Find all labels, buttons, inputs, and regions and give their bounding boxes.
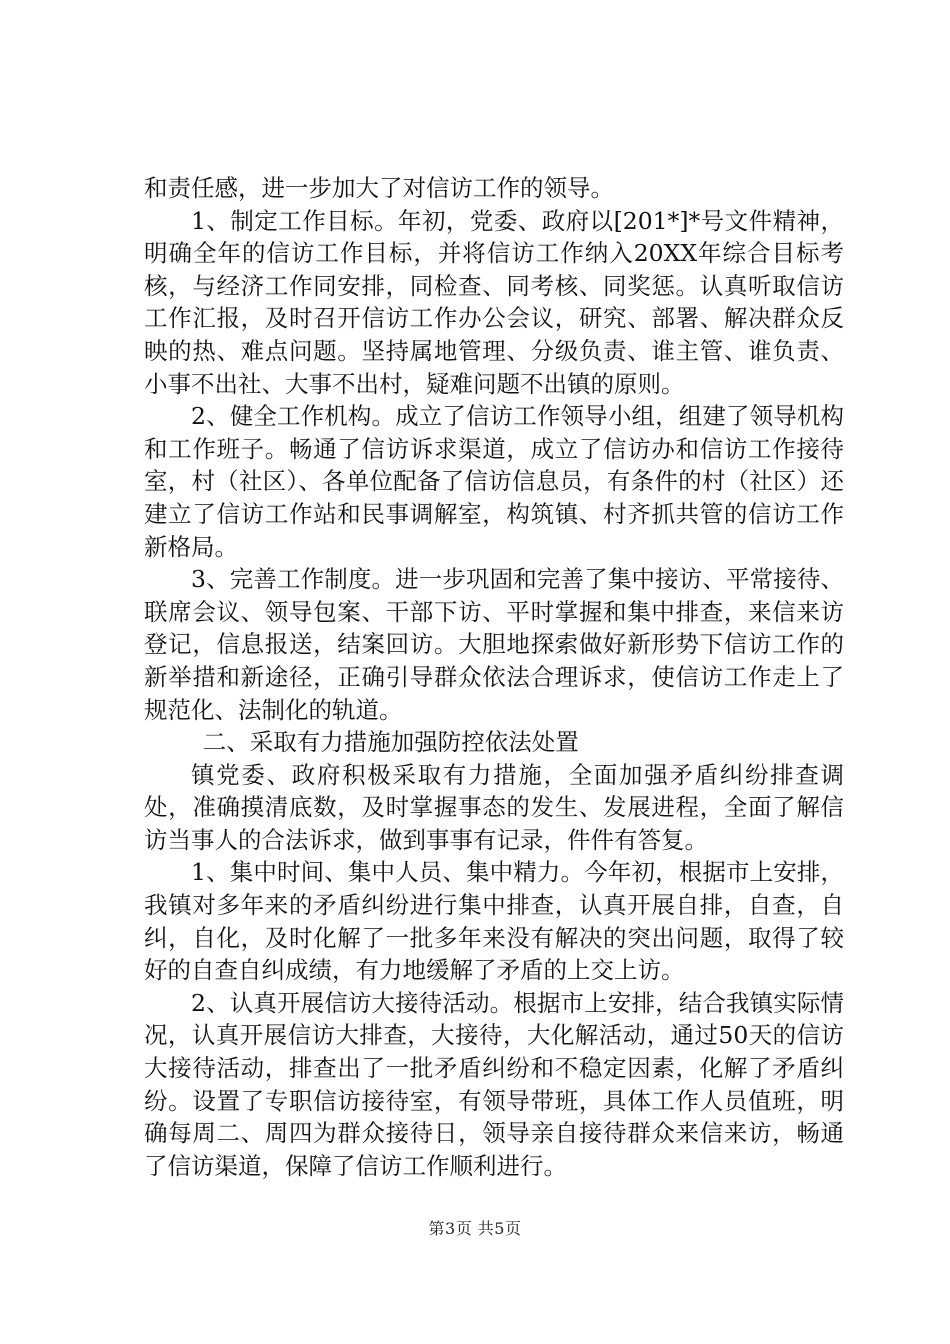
paragraph-work-goals: 1、制定工作目标。年初，党委、政府以[201*]*号文件精神，明确全年的信访工作目标，并将信访工作纳入20XX年综合目标考核，与经济工作同安排，同检查、同考核、同奖惩。认真听取信访工作汇报，及时召开信访工作办公会议，研究、部署、解决群众反映的热、难点问题。坚持属地管理、分级负责、谁主管、谁负责、小事不出社、大事不出村，疑难问题不出镇的原则。 xyxy=(144,206,844,398)
paragraph-work-system: 3、完善工作制度。进一步巩固和完善了集中接访、平常接待、联席会议、领导包案、干部下访、平时掌握和集中排查，来信来访登记，信息报送，结案回访。大胆地探索做好新形势下信访工作的新举措和新途径，正确引导群众依法合理诉求，使信访工作走上了规范化、法制化的轨道。 xyxy=(144,565,844,724)
section-heading: 二、采取有力措施加强防控依法处置 xyxy=(202,728,579,757)
paragraph-measures-intro: 镇党委、政府积极采取有力措施，全面加强矛盾纠纷排查调处，准确摸清底数，及时掌握事态的发生、发展进程，全面了解信访当事人的合法诉求，做到事事有记录，件件有答复。 xyxy=(144,760,844,854)
page-number-footer: 第3页 共5页 xyxy=(428,1219,522,1238)
paragraph-concentrated-effort: 1、集中时间、集中人员、集中精力。今年初，根据市上安排，我镇对多年来的矛盾纠纷进行集中排查，认真开展自排，自查，自纠，自化，及时化解了一批多年来没有解决的突出问题，取得了较好的自查自纠成绩，有力地缓解了矛盾的上交上访。 xyxy=(144,858,844,985)
paragraph-work-organization: 2、健全工作机构。成立了信访工作领导小组，组建了领导机构和工作班子。畅通了信访诉求渠道，成立了信访办和信访工作接待室，村（社区）、各单位配备了信访信息员，有条件的村（社区）还建立了信访工作站和民事调解室，构筑镇、村齐抓共管的信访工作新格局。 xyxy=(144,402,844,561)
paragraph-continuation: 和责任感，进一步加大了对信访工作的领导。 xyxy=(144,174,614,202)
document-body xyxy=(144,172,844,1182)
paragraph-reception-activity: 2、认真开展信访大接待活动。根据市上安排，结合我镇实际情况，认真开展信访大排查，大接待，大化解活动，通过50天的信访大接待活动，排查出了一批矛盾纠纷和不稳定因素，化解了矛盾纠纷。设置了专职信访接待室，有领导带班，具体工作人员值班，明确每周二、周四为群众接待日，领导亲自接待群众来信来访，畅通了信访渠道，保障了信访工作顺利进行。 xyxy=(144,988,844,1180)
